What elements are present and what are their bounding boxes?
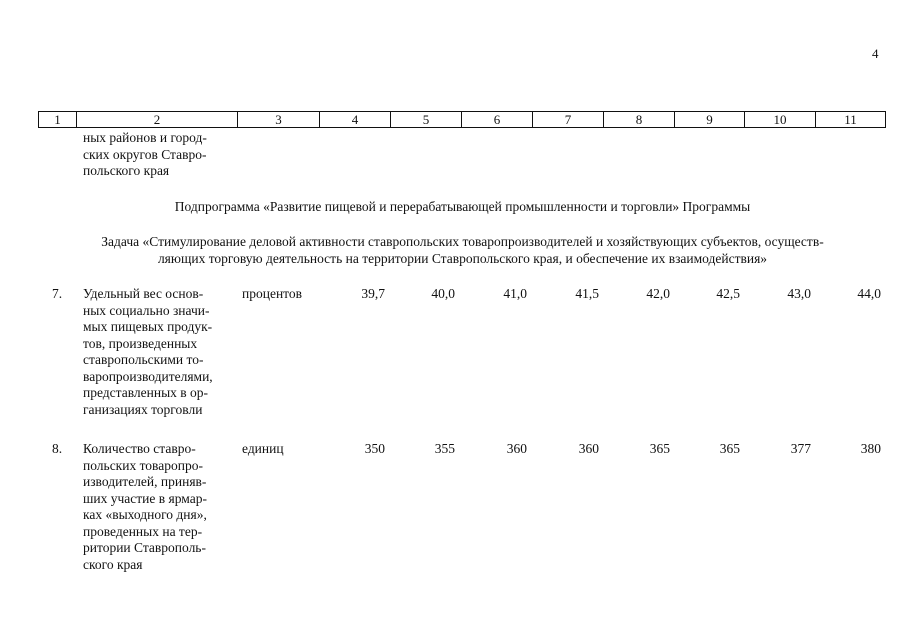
value-cell: 43,0 (787, 286, 811, 301)
indicator-name-line: польских товаропро- (83, 457, 203, 473)
text-line: польского края (83, 163, 170, 178)
column-number: 3 (238, 112, 320, 128)
column-number: 2 (77, 112, 238, 128)
column-number: 10 (745, 112, 816, 128)
task-title (40, 233, 885, 267)
value-cell: 360 (506, 441, 527, 456)
indicator-name-line: Количество ставро- (83, 441, 196, 456)
value-cell: 350 (364, 441, 385, 456)
value-cell: 41,0 (503, 286, 527, 301)
value-cell: 365 (719, 441, 740, 456)
value-cell: 377 (790, 441, 811, 456)
value-cell: 39,7 (361, 286, 385, 301)
task-title-line: ляющих торговую деятельность на территории Ставропольского края, и обеспечение их взаимодействия» (157, 251, 768, 266)
value-cell: 42,0 (646, 286, 670, 301)
text-line: ных районов и город- (83, 130, 207, 145)
indicator-name-line: ганизациях торговли (83, 401, 203, 417)
value-cell: 360 (578, 441, 599, 456)
value-cell: 380 (860, 441, 881, 456)
value-cell: 355 (434, 441, 455, 456)
row-number: 7. (52, 286, 63, 301)
indicator-name-line: ших участие в ярмар- (83, 490, 207, 506)
column-number: 7 (533, 112, 604, 128)
indicator-name-line: ского края (83, 556, 143, 572)
task-title-line: Задача «Стимулирование деловой активности ставропольских товаропроизводителей и хозяйствующих субъектов, осуществ- (101, 234, 824, 249)
value-cell: 40,0 (431, 286, 455, 301)
continuation-text (83, 130, 235, 180)
column-number: 5 (391, 112, 462, 128)
indicator-name-line: ных социально значи- (83, 302, 210, 318)
column-number: 9 (675, 112, 745, 128)
row-number: 8. (52, 441, 63, 456)
indicator-name (83, 441, 232, 573)
value-cell: 41,5 (575, 286, 599, 301)
unit-of-measure: процентов (242, 286, 303, 301)
column-number-header (38, 111, 886, 128)
indicator-name-line: ритории Ставрополь- (83, 540, 206, 555)
indicator-name-line: ставропольскими то- (83, 352, 204, 367)
indicator-name-line: варопроизводителями, (83, 368, 213, 384)
column-number: 8 (604, 112, 675, 128)
value-cell: 365 (649, 441, 670, 456)
indicator-name-line: Удельный вес основ- (83, 286, 204, 301)
text-line: ских округов Ставро- (83, 146, 207, 162)
indicator-name-line: изводителей, приняв- (83, 474, 207, 489)
column-number: 6 (462, 112, 533, 128)
column-number: 1 (39, 112, 77, 128)
indicator-name (83, 286, 232, 418)
column-number: 4 (320, 112, 391, 128)
indicator-name-line: мых пищевых продук- (83, 319, 213, 334)
indicator-name-line: представленных в ор- (83, 385, 209, 400)
column-number: 11 (816, 112, 886, 128)
indicator-name-line: проведенных на тер- (83, 523, 203, 539)
value-cell: 42,5 (716, 286, 740, 301)
indicator-name-line: ках «выходного дня», (83, 507, 207, 522)
subprogram-title: Подпрограмма «Развитие пищевой и перерабатывающей промышленности и торговли» Программы (174, 199, 751, 214)
page-number: 4 (872, 46, 879, 61)
value-cell: 44,0 (857, 286, 881, 301)
unit-of-measure: единиц (242, 441, 284, 456)
indicator-name-line: тов, произведенных (83, 335, 198, 351)
